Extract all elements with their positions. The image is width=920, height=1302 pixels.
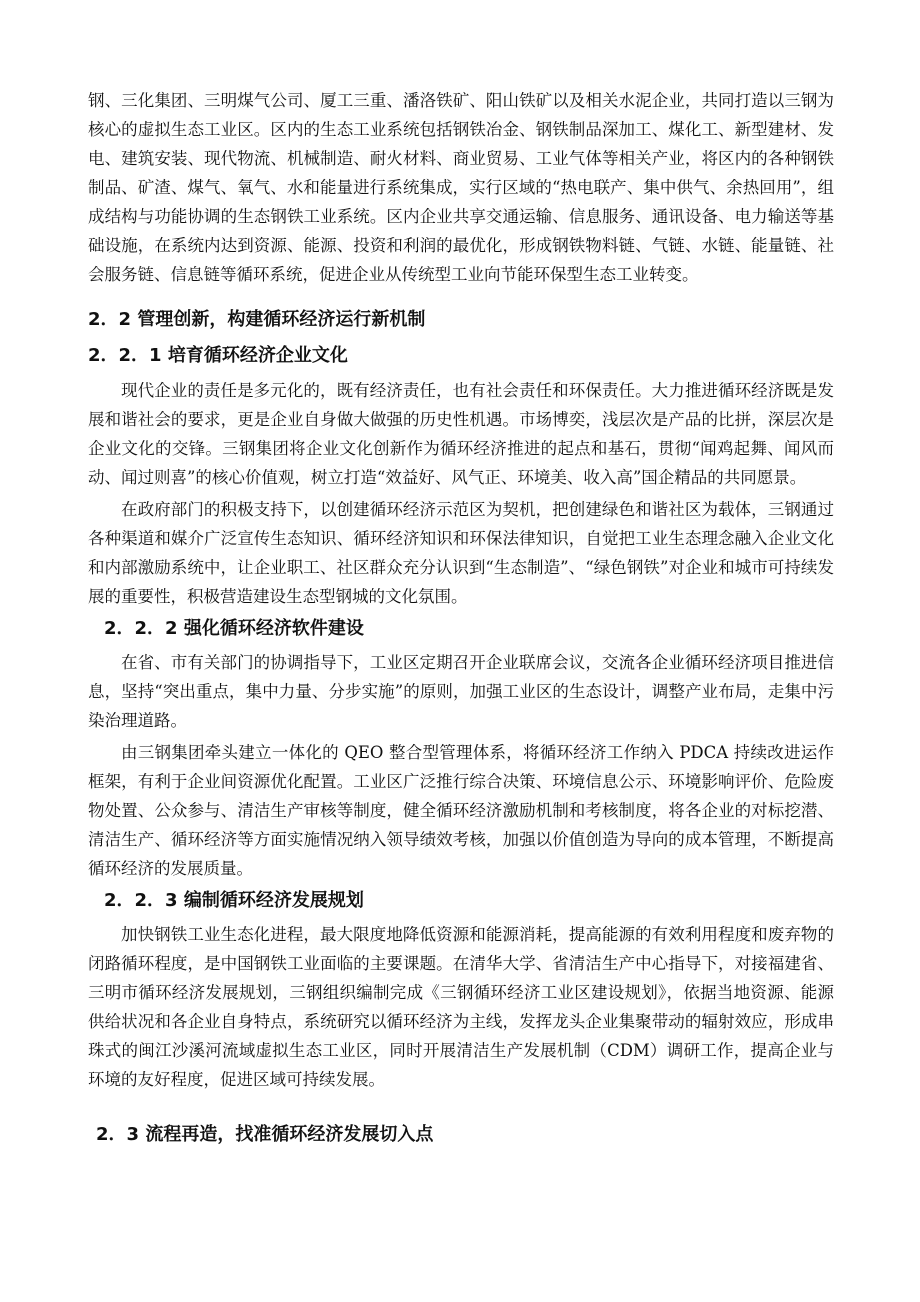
paragraph-eco-industrial-park: 钢、三化集团、三明煤气公司、厦工三重、潘洛铁矿、阳山铁矿以及相关水泥企业，共同打造以三钢为核心的虚拟生态工业区。区内的生态工业系统包括钢铁冶金、钢铁制品深加工、煤化工、新型建材、发电、建筑安装、现代物流、机械制造、耐火材料、商业贸易、工业气体等相关产业，将区内的各种钢铁制品、矿渣、煤气、氧气、水和能量进行系统集成，实行区域的“热电联产、集中供气、余热回用”，组成结构与功能协调的生态钢铁工业系统。区内企业共享交通运输、信息服务、通讯设备、电力输送等基础设施，在系统内达到资源、能源、投资和利润的最优化，形成钢铁物料链、气链、水链、能量链、社会服务链、信息链等循环系统，促进企业从传统型工业向节能环保型生态工业转变。 [88, 91, 834, 284]
paragraph-government-support: 在政府部门的积极支持下，以创建循环经济示范区为契机，把创建绿色和谐社区为载体，三钢通过各种渠道和媒介广泛宣传生态知识、循环经济知识和环保法律知识，自觉把工业生态理念融入企业文化和内部激励系统中，让企业职工、社区群众充分认识到“生态制造”、“绿色钢铁”对企业和城市可持续发展的重要性，积极营造建设生态型钢城的文化氛围。 [88, 500, 834, 606]
subsection-heading-2-2-3: 2．2．3 编制循环经济发展规划 [104, 890, 364, 911]
paragraph-enterprise-culture: 现代企业的责任是多元化的，既有经济责任，也有社会责任和环保责任。大力推进循环经济既是发展和谐社会的要求，更是企业自身做大做强的历史性机遇。市场博奕，浅层次是产品的比拼，深层次是企业文化的交锋。三钢集团将企业文化创新作为循环经济推进的起点和基石，贯彻“闻鸡起舞、闻风而动、闻过则喜”的核心价值观，树立打造“效益好、风气正、环境美、收入高”国企精品的共同愿景。 [88, 381, 834, 487]
subsection-heading-2-2-1: 2．2．1 培育循环经济企业文化 [88, 345, 348, 366]
paragraph-development-plan: 加快钢铁工业生态化进程，最大限度地降低资源和能源消耗，提高能源的有效利用程度和废弃物的闭路循环程度，是中国钢铁工业面临的主要课题。在清华大学、省清洁生产中心指导下，对接福建省、三明市循环经济发展规划，三钢组织编制完成《三钢循环经济工业区建设规划》，依据当地资源、能源供给状况和各企业自身特点，系统研究以循环经济为主线，发挥龙头企业集聚带动的辐射效应，形成串珠式的闽江沙溪河流域虚拟生态工业区，同时开展清洁生产发展机制（CDM）调研工作，提高企业与环境的友好程度，促进区域可持续发展。 [88, 925, 834, 1089]
section-heading-2-2: 2．2 管理创新，构建循环经济运行新机制 [88, 309, 426, 330]
subsection-heading-2-2-2: 2．2．2 强化循环经济软件建设 [104, 618, 364, 639]
section-heading-2-3: 2．3 流程再造，找准循环经济发展切入点 [96, 1124, 434, 1145]
document-page [88, 86, 834, 1150]
paragraph-qeo-management: 由三钢集团牵头建立一体化的 QEO 整合型管理体系，将循环经济工作纳入 PDCA 持续改进运作框架，有利于企业间资源优化配置。工业区广泛推行综合决策、环境信息公示、环境影响评价、危险废物处置、公众参与、清洁生产审核等制度，健全循环经济激励机制和考核制度，将各企业的对标挖潜、清洁生产、循环经济等方面实施情况纳入领导绩效考核，加强以价值创造为导向的成本管理，不断提高循环经济的发展质量。 [88, 743, 834, 878]
paragraph-coordination: 在省、市有关部门的协调指导下，工业区定期召开企业联席会议，交流各企业循环经济项目推进信息，坚持“突出重点，集中力量、分步实施”的原则，加强工业区的生态设计，调整产业布局，走集中污染治理道路。 [88, 653, 834, 730]
